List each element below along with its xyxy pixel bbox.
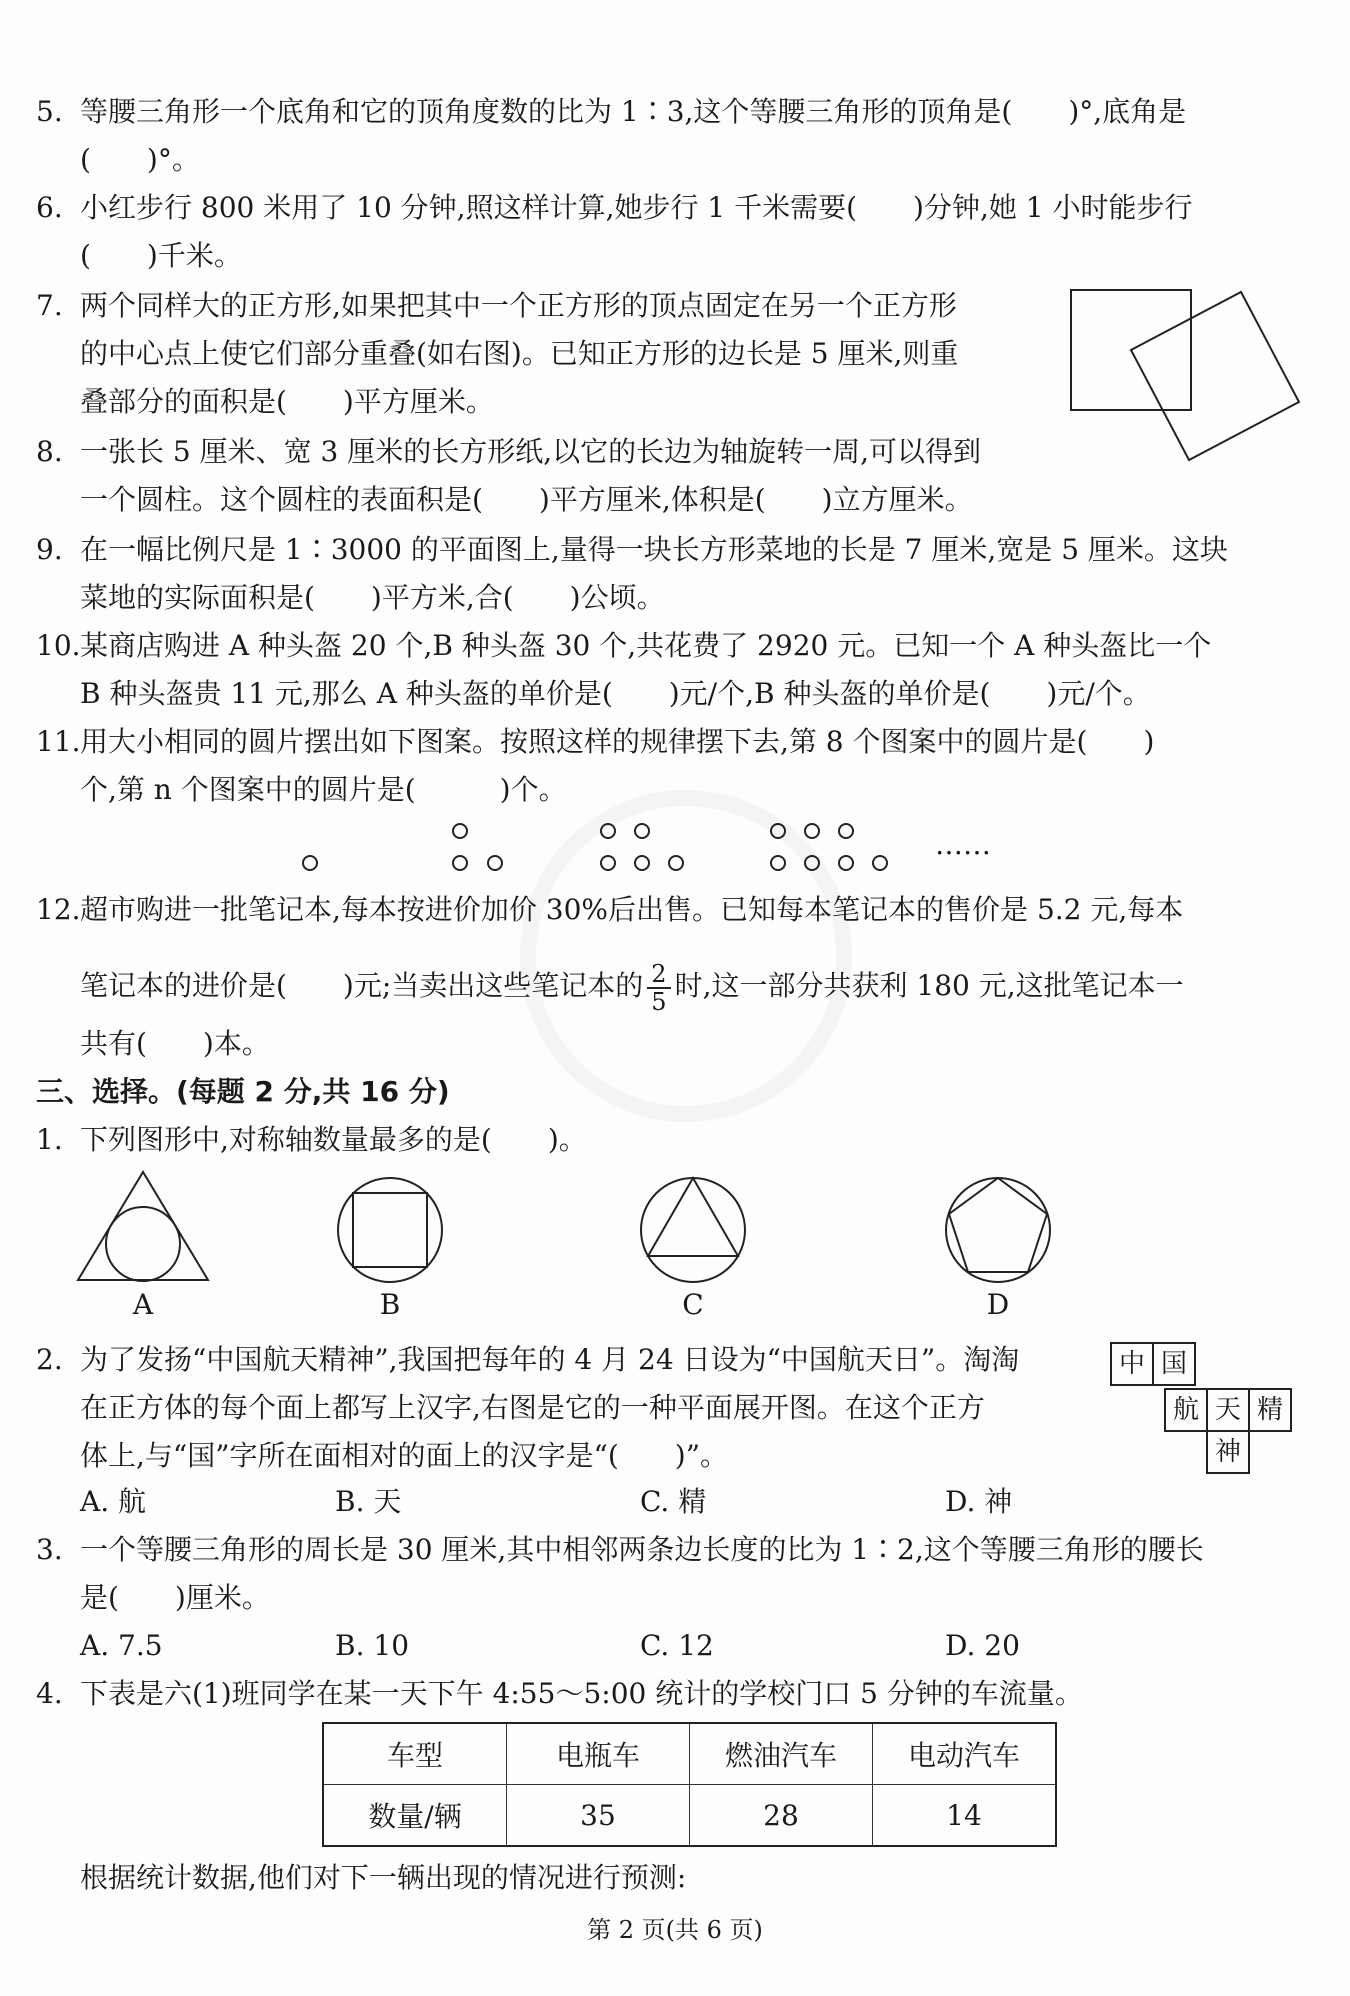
- q9-number: 9.: [36, 533, 63, 566]
- table-cell: 28: [690, 1785, 873, 1847]
- s4-line2: 根据统计数据,他们对下一辆出现的情况进行预测:: [80, 1861, 687, 1894]
- pattern4-circle: [805, 824, 819, 838]
- q12-line2: [80, 956, 1184, 1016]
- q11-number: 11.: [36, 725, 81, 758]
- s2-option-c: C. 精: [640, 1485, 707, 1518]
- overlapping-squares-figure: [1066, 284, 1316, 464]
- q9-text: 在一幅比例尺是 1∶3000 的平面图上,量得一块长方形菜地的长是 7 厘米,宽是 5 厘米。这块: [80, 533, 1228, 566]
- q9-line2: 菜地的实际面积是( )平方米,合( )公顷。: [80, 581, 665, 614]
- s3-line2: 是( )厘米。: [80, 1581, 270, 1614]
- shape-d-circle: [946, 1178, 1050, 1282]
- table-header-row: [323, 1723, 1056, 1785]
- pattern3-circle: [601, 824, 615, 838]
- s3-option-b: B. 10: [335, 1629, 410, 1662]
- s2-text: 为了发扬“中国航天精神”,我国把每年的 4 月 24 日设为“中国航天日”。淘淘: [80, 1343, 1020, 1376]
- fraction-numerator: 2: [647, 961, 670, 989]
- q11-line1: [36, 722, 1154, 762]
- q12-number: 12.: [36, 893, 81, 926]
- table-cell: 数量/辆: [323, 1785, 507, 1847]
- shape-b-square: [353, 1193, 427, 1267]
- pattern2-circle: [453, 856, 467, 870]
- table-header: 电瓶车: [507, 1723, 690, 1785]
- q7-line1: [36, 286, 957, 326]
- shape-c-circle: [641, 1178, 745, 1282]
- q12-line1: [36, 890, 1183, 930]
- net-cell: 航: [1164, 1388, 1208, 1432]
- shape-label-b: B: [379, 1288, 401, 1321]
- s3-line1: [36, 1530, 1204, 1570]
- fraction-two-fifths: [647, 961, 670, 1015]
- q6-line2: ( )千米。: [80, 239, 242, 272]
- pattern3-circle: [635, 824, 649, 838]
- q8-line1: [36, 432, 981, 472]
- q10-line1: [36, 626, 1211, 666]
- pattern4-circle: [771, 856, 785, 870]
- s3-number: 3.: [36, 1533, 63, 1566]
- pattern4-circle: [771, 824, 785, 838]
- pattern1-circle: [303, 856, 317, 870]
- q10-number: 10.: [36, 629, 81, 662]
- table-header: 车型: [323, 1723, 507, 1785]
- q8-text: 一张长 5 厘米、宽 3 厘米的长方形纸,以它的长边为轴旋转一周,可以得到: [80, 435, 982, 468]
- net-cell: 国: [1152, 1342, 1196, 1386]
- q6-text: 小红步行 800 米用了 10 分钟,照这样计算,她步行 1 千米需要( )分钟,她 1 小时能步行: [80, 191, 1193, 224]
- q5-line2: ( )°。: [80, 143, 200, 176]
- q7-number: 7.: [36, 289, 63, 322]
- pattern4-circle: [839, 824, 853, 838]
- s2-option-b: B. 天: [335, 1485, 402, 1518]
- pattern3-circle: [601, 856, 615, 870]
- q12-text-pre: 笔记本的进价是( )元;当卖出这些笔记本的: [80, 969, 644, 1002]
- section3-heading: 三、选择。(每题 2 分,共 16 分): [36, 1075, 450, 1108]
- pattern4-circle: [873, 856, 887, 870]
- pattern-ellipsis: ……: [935, 828, 991, 861]
- q5-text: 等腰三角形一个底角和它的顶角度数的比为 1∶3,这个等腰三角形的顶角是( )°,底角是: [80, 95, 1187, 128]
- s4-text: 下表是六(1)班同学在某一天下午 4:55～5:00 统计的学校门口 5 分钟的车流量。: [80, 1677, 1083, 1710]
- s2-option-d: D. 神: [945, 1485, 1013, 1518]
- table-header: 电动汽车: [873, 1723, 1057, 1785]
- net-cell: 神: [1206, 1430, 1250, 1474]
- s3-option-c: C. 12: [640, 1629, 714, 1662]
- shape-a-triangle: [78, 1172, 208, 1280]
- s2-line3: 体上,与“国”字所在面相对的面上的汉字是“( )”。: [80, 1439, 729, 1472]
- q7-line2: 的中心点上使它们部分重叠(如右图)。已知正方形的边长是 5 厘米,则重: [80, 337, 959, 370]
- s2-option-a: A. 航: [80, 1485, 147, 1518]
- pattern3-circle: [669, 856, 683, 870]
- q11-text: 用大小相同的圆片摆出如下图案。按照这样的规律摆下去,第 8 个图案中的圆片是( ): [80, 725, 1155, 758]
- table-header: 燃油汽车: [690, 1723, 873, 1785]
- q10-line2: B 种头盔贵 11 元,那么 A 种头盔的单价是( )元/个,B 种头盔的单价是( )元/个。: [80, 677, 1151, 710]
- pattern2-circle: [453, 824, 467, 838]
- s2-number: 2.: [36, 1343, 63, 1376]
- symmetry-shapes-figure: [70, 1168, 1070, 1298]
- table-cell: 14: [873, 1785, 1057, 1847]
- q7-text: 两个同样大的正方形,如果把其中一个正方形的顶点固定在另一个正方形: [80, 289, 957, 322]
- net-cell: 中: [1110, 1342, 1154, 1386]
- table-cell: 35: [507, 1785, 690, 1847]
- s3-option-d: D. 20: [945, 1629, 1020, 1662]
- q8-line2: 一个圆柱。这个圆柱的表面积是( )平方厘米,体积是( )立方厘米。: [80, 483, 973, 516]
- shape-label-a: A: [132, 1288, 154, 1321]
- shape-label-d: D: [986, 1288, 1010, 1321]
- q12-text: 超市购进一批笔记本,每本按进价加价 30%后出售。已知每本笔记本的售价是 5.2 元,每本: [80, 893, 1184, 926]
- q11-line2: 个,第 n 个图案中的圆片是( )个。: [80, 773, 567, 806]
- pattern4-circle: [805, 856, 819, 870]
- table-row: [323, 1785, 1056, 1847]
- net-cell: 天: [1206, 1388, 1250, 1432]
- page-footer: 第 2 页(共 6 页): [587, 1916, 763, 1944]
- s1-line1: [36, 1120, 587, 1160]
- s1-text: 下列图形中,对称轴数量最多的是( )。: [80, 1123, 587, 1156]
- s3-text: 一个等腰三角形的周长是 30 厘米,其中相邻两条边长度的比为 1∶2,这个等腰三角形的腰长: [80, 1533, 1204, 1566]
- pattern3-circle: [635, 856, 649, 870]
- s1-number: 1.: [36, 1123, 63, 1156]
- s4-number: 4.: [36, 1677, 63, 1710]
- shape-label-c: C: [682, 1288, 704, 1321]
- q8-number: 8.: [36, 435, 63, 468]
- q12-line3: 共有( )本。: [80, 1027, 270, 1060]
- square-rotated: [1131, 292, 1299, 460]
- s4-line1: [36, 1674, 1083, 1714]
- pattern2-circle: [488, 856, 502, 870]
- q5-number: 5.: [36, 95, 63, 128]
- pattern4-circle: [839, 856, 853, 870]
- q12-text-post: 时,这一部分共获利 180 元,这批笔记本一: [674, 969, 1184, 1002]
- s2-line2: 在正方体的每个面上都写上汉字,右图是它的一种平面展开图。在这个正方: [80, 1391, 985, 1424]
- q7-line3: 叠部分的面积是( )平方厘米。: [80, 385, 494, 418]
- net-cell: 精: [1248, 1388, 1292, 1432]
- q9-line1: [36, 530, 1228, 570]
- q10-text: 某商店购进 A 种头盔 20 个,B 种头盔 30 个,共花费了 2920 元。已知一个 A 种头盔比一个: [80, 629, 1212, 662]
- fraction-denominator: 5: [651, 987, 667, 1016]
- q6-line1: [36, 188, 1192, 228]
- q5-line1: [36, 92, 1186, 132]
- shape-a-incircle: [106, 1207, 180, 1281]
- q6-number: 6.: [36, 191, 63, 224]
- s2-line1: [36, 1340, 1019, 1380]
- s3-option-a: A. 7.5: [80, 1629, 163, 1662]
- traffic-table: [322, 1722, 1057, 1847]
